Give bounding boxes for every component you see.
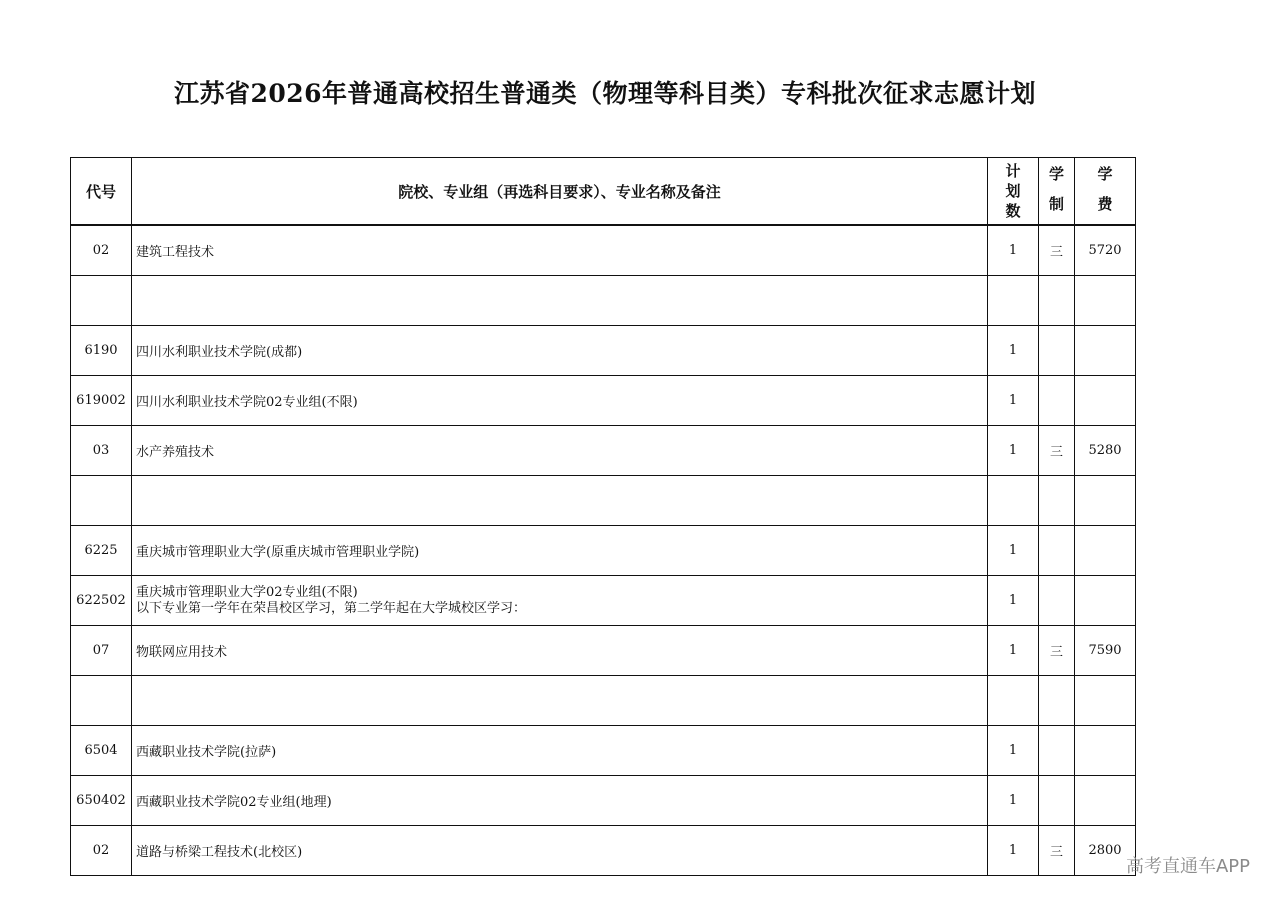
- row-duration: [1039, 326, 1075, 376]
- row-name: 建筑工程技术: [132, 225, 988, 276]
- row-fee: 2800: [1075, 826, 1136, 876]
- row-plan: 1: [988, 326, 1039, 376]
- row-fee: [1075, 776, 1136, 826]
- row-name: [132, 676, 988, 726]
- header-name: 院校、专业组（再选科目要求）、专业名称及备注: [132, 158, 988, 226]
- table-row: [71, 826, 1136, 876]
- row-fee: [1075, 376, 1136, 426]
- row-name: 西藏职业技术学院02专业组(地理): [132, 776, 988, 826]
- row-fee: 7590: [1075, 626, 1136, 676]
- table-row: [71, 626, 1136, 676]
- row-name: 物联网应用技术: [132, 626, 988, 676]
- row-plan: 1: [988, 726, 1039, 776]
- row-duration: [1039, 526, 1075, 576]
- table-row: [71, 426, 1136, 476]
- row-plan: 1: [988, 626, 1039, 676]
- watermark: 高考直通车APP: [1125, 856, 1250, 877]
- row-duration: 三: [1039, 826, 1075, 876]
- table-row: [71, 225, 1136, 276]
- row-plan: [988, 476, 1039, 526]
- row-fee: 5280: [1075, 426, 1136, 476]
- table-row: [71, 276, 1136, 326]
- row-name-line: 重庆城市管理职业大学02专业组(不限): [136, 584, 358, 600]
- row-name: 四川水利职业技术学院02专业组(不限): [132, 376, 988, 426]
- row-fee: [1075, 276, 1136, 326]
- row-plan: [988, 276, 1039, 326]
- page-title: 江苏省2026年普通高校招生普通类（物理等科目类）专科批次征求志愿计划: [173, 79, 1037, 108]
- row-duration: [1039, 776, 1075, 826]
- row-duration: [1039, 726, 1075, 776]
- row-code: [71, 676, 132, 726]
- row-note-line: 以下专业第一学年在荣昌校区学习，第二学年起在大学城校区学习：: [136, 600, 527, 616]
- row-code: [71, 476, 132, 526]
- row-plan: 1: [988, 776, 1039, 826]
- table-row: [71, 726, 1136, 776]
- row-duration: [1039, 576, 1075, 626]
- table-row: [71, 776, 1136, 826]
- row-duration: 三: [1039, 426, 1075, 476]
- row-fee: [1075, 576, 1136, 626]
- row-duration: 三: [1039, 626, 1075, 676]
- header-fee: 学 费: [1075, 158, 1136, 226]
- row-code: 622502: [71, 576, 132, 626]
- row-code: 619002: [71, 376, 132, 426]
- enrollment-plan-table: [70, 157, 1136, 876]
- row-name: 水产养殖技术: [132, 426, 988, 476]
- row-fee: [1075, 676, 1136, 726]
- row-code: 6225: [71, 526, 132, 576]
- row-name: 重庆城市管理职业大学(原重庆城市管理职业学院): [132, 526, 988, 576]
- row-code: [71, 276, 132, 326]
- row-plan: 1: [988, 225, 1039, 276]
- row-plan: 1: [988, 376, 1039, 426]
- table-row: [71, 326, 1136, 376]
- row-plan: 1: [988, 426, 1039, 476]
- header-duration: 学 制: [1039, 158, 1075, 226]
- row-name: 四川水利职业技术学院(成都): [132, 326, 988, 376]
- row-fee: [1075, 326, 1136, 376]
- table-header-row: [71, 158, 1136, 226]
- row-fee: [1075, 476, 1136, 526]
- row-duration: [1039, 376, 1075, 426]
- row-plan: 1: [988, 826, 1039, 876]
- table-row: [71, 476, 1136, 526]
- row-duration: [1039, 676, 1075, 726]
- row-plan: 1: [988, 576, 1039, 626]
- table-row: [71, 376, 1136, 426]
- table-row: [71, 576, 1136, 626]
- row-code: 02: [71, 826, 132, 876]
- row-name: 道路与桥梁工程技术(北校区): [132, 826, 988, 876]
- row-fee: [1075, 526, 1136, 576]
- row-name: [132, 476, 988, 526]
- row-fee: [1075, 726, 1136, 776]
- header-plan: 计 划 数: [988, 158, 1039, 226]
- row-name: 西藏职业技术学院(拉萨): [132, 726, 988, 776]
- row-name: [132, 576, 988, 626]
- row-plan: 1: [988, 526, 1039, 576]
- row-plan: [988, 676, 1039, 726]
- row-fee: 5720: [1075, 225, 1136, 276]
- row-code: 6504: [71, 726, 132, 776]
- row-code: 03: [71, 426, 132, 476]
- row-duration: 三: [1039, 225, 1075, 276]
- row-code: 07: [71, 626, 132, 676]
- row-duration: [1039, 276, 1075, 326]
- row-name: [132, 276, 988, 326]
- table-row: [71, 676, 1136, 726]
- row-code: 6190: [71, 326, 132, 376]
- row-code: 650402: [71, 776, 132, 826]
- row-code: 02: [71, 225, 132, 276]
- table-row: [71, 526, 1136, 576]
- row-duration: [1039, 476, 1075, 526]
- header-code: 代号: [71, 158, 132, 226]
